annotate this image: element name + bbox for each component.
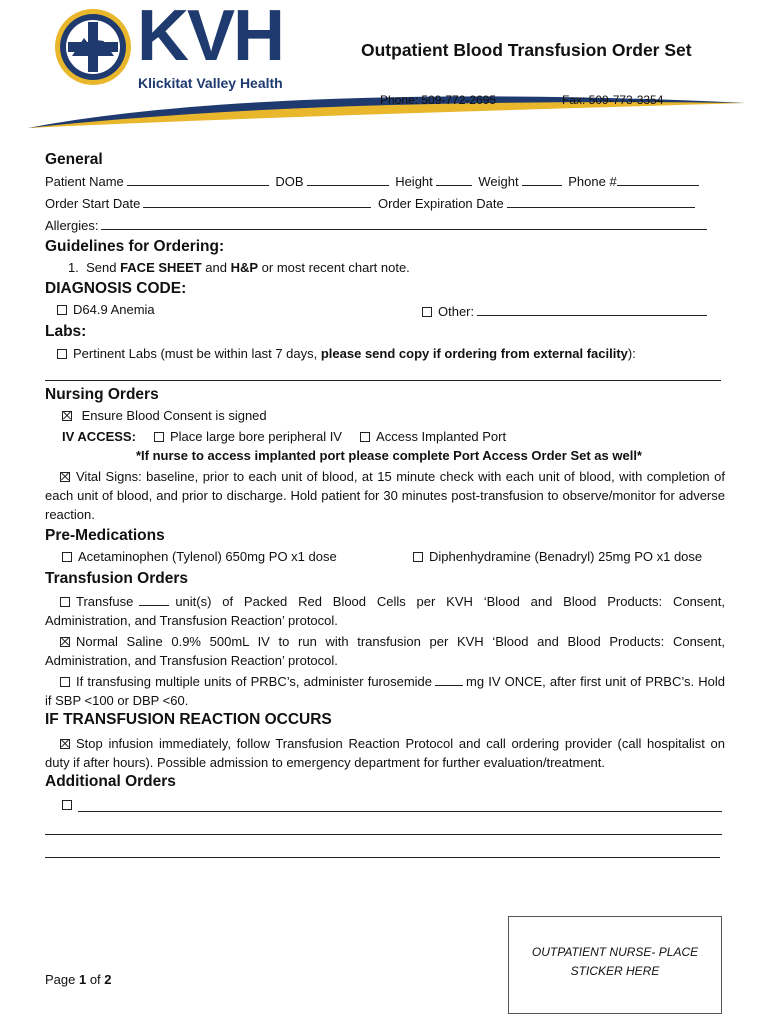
diphenhydramine-checkbox[interactable] <box>413 552 423 562</box>
consent-checkbox[interactable] <box>62 411 72 421</box>
iv-access-row <box>62 429 506 444</box>
additional-line-3[interactable] <box>45 857 720 858</box>
page-total: 2 <box>104 972 112 987</box>
face-sheet-text: FACE SHEET <box>120 260 202 275</box>
prbc-text: unit(s) of Packed Red Blood Cells per KVH ‘Blood and Blood Products: Consent, Administration, and Transfusion Reaction’ protocol. <box>45 594 725 628</box>
labs-heading: Labs: <box>45 323 87 340</box>
dob-field[interactable] <box>307 172 389 186</box>
consent-option[interactable] <box>62 408 267 423</box>
diphenhydramine-label: Diphenhydramine (Benadryl) 25mg PO x1 dose <box>429 549 703 564</box>
logo-name: Klickitat Valley Health <box>138 75 283 91</box>
patient-name-label: Patient Name <box>45 174 124 189</box>
allergies-label: Allergies: <box>45 218 99 233</box>
labs-option[interactable] <box>57 346 636 361</box>
reaction-text: Stop infusion immediately, follow Transfusion Reaction Protocol and call ordering provider (call hospitalist on duty if after hours). Possible admission to emergency department for further evaluation/treatment. <box>45 736 725 770</box>
patient-name-field[interactable] <box>127 172 269 186</box>
phone-label: Phone # <box>568 174 617 189</box>
other-field[interactable] <box>477 302 707 316</box>
additional-option[interactable] <box>62 797 78 812</box>
vitals-option[interactable] <box>45 467 725 524</box>
prbc-checkbox[interactable] <box>60 597 70 607</box>
reaction-option[interactable] <box>45 734 725 772</box>
peripheral-iv-label: Place large bore peripheral IV <box>169 429 342 444</box>
vitals-checkbox[interactable] <box>60 472 70 482</box>
general-row-3 <box>45 216 710 233</box>
anemia-label: D64.9 Anemia <box>73 302 155 317</box>
diagnosis-heading: DIAGNOSIS CODE: <box>45 280 187 297</box>
allergies-field[interactable] <box>101 216 707 230</box>
order-start-field[interactable] <box>143 194 371 208</box>
peripheral-iv-checkbox[interactable] <box>154 432 164 442</box>
diphenhydramine-option[interactable] <box>413 549 702 564</box>
labs-text: Pertinent Labs (must be within last 7 days, <box>73 346 321 361</box>
guideline-text: Send <box>86 260 121 275</box>
sticker-box <box>508 916 722 1014</box>
guideline-text: or most recent chart note. <box>258 260 410 275</box>
labs-entry-line[interactable] <box>45 380 721 381</box>
guideline-item-1 <box>68 260 410 275</box>
additional-line-1[interactable] <box>78 811 722 812</box>
general-heading: General <box>45 151 103 168</box>
additional-line-2[interactable] <box>45 834 722 835</box>
hp-text: H&P <box>230 260 259 275</box>
acetaminophen-label: Acetaminophen (Tylenol) 650mg PO x1 dose <box>78 549 337 564</box>
furosemide-text: mg IV ONCE, after first unit of PRBC’s. Hold if SBP <100 or DBP <60. <box>45 674 725 708</box>
vitals-text: Vital Signs: baseline, prior to each unit of blood, at 15 minute check with each unit of blood, with completion of each unit of blood, and prior to discharge. Hold patient for 30 minutes post-transfusion to observe/monitor for adverse reaction. <box>45 469 725 522</box>
sticker-line-2: STICKER HERE <box>570 964 660 978</box>
header-phone: Phone: 509-772-2695 <box>380 93 497 107</box>
premeds-heading: Pre-Medications <box>45 527 165 544</box>
transfusion-heading: Transfusion Orders <box>45 570 188 587</box>
page-current: 1 <box>78 972 87 987</box>
port-note: *If nurse to access implanted port please complete Port Access Order Set as well* <box>136 448 642 463</box>
prbc-option[interactable] <box>45 592 725 630</box>
prbc-text-start: Transfuse <box>76 594 134 609</box>
additional-heading: Additional Orders <box>45 773 176 790</box>
height-label: Height <box>395 174 433 189</box>
anemia-checkbox[interactable] <box>57 305 67 315</box>
general-row-2 <box>45 194 698 211</box>
reaction-heading: IF TRANSFUSION REACTION OCCURS <box>45 711 332 728</box>
acetaminophen-checkbox[interactable] <box>62 552 72 562</box>
other-checkbox[interactable] <box>422 307 432 317</box>
additional-checkbox[interactable] <box>62 800 72 810</box>
labs-checkbox[interactable] <box>57 349 67 359</box>
acetaminophen-option[interactable] <box>62 549 337 564</box>
anemia-option[interactable] <box>57 302 155 317</box>
other-option[interactable] <box>422 302 710 319</box>
saline-checkbox[interactable] <box>60 637 70 647</box>
guideline-text: and <box>201 260 231 275</box>
furosemide-text-start: If transfusing multiple units of PRBC’s, administer furosemide <box>76 674 433 689</box>
iv-access-label: IV ACCESS: <box>62 429 136 444</box>
page-label: Page <box>45 972 79 987</box>
implanted-port-label: Access Implanted Port <box>376 429 507 444</box>
general-row-1 <box>45 172 702 189</box>
furosemide-checkbox[interactable] <box>60 677 70 687</box>
order-start-label: Order Start Date <box>45 196 141 211</box>
implanted-port-checkbox[interactable] <box>360 432 370 442</box>
labs-text-end: ): <box>627 346 636 361</box>
logo-letters: KVH <box>137 0 284 76</box>
kvh-seal-icon <box>54 8 132 86</box>
weight-field[interactable] <box>522 172 562 186</box>
dob-label: DOB <box>275 174 304 189</box>
consent-label: Ensure Blood Consent is signed <box>81 408 267 423</box>
page-title: Outpatient Blood Transfusion Order Set <box>361 40 692 60</box>
nursing-heading: Nursing Orders <box>45 386 159 403</box>
prbc-units-field[interactable] <box>139 592 169 606</box>
labs-bold-text: please send copy if ordering from external facility <box>320 346 628 361</box>
sticker-line-1: OUTPATIENT NURSE- PLACE <box>531 945 699 959</box>
furosemide-option[interactable] <box>45 672 725 710</box>
order-exp-field[interactable] <box>507 194 695 208</box>
header-fax: Fax: 509-773-3354 <box>562 93 664 107</box>
reaction-checkbox[interactable] <box>60 739 70 749</box>
weight-label: Weight <box>478 174 519 189</box>
furosemide-dose-field[interactable] <box>435 672 463 686</box>
other-label: Other: <box>438 304 475 319</box>
page-of: of <box>86 972 105 987</box>
order-exp-label: Order Expiration Date <box>378 196 504 211</box>
saline-option[interactable] <box>45 632 725 670</box>
height-field[interactable] <box>436 172 472 186</box>
guidelines-heading: Guidelines for Ordering: <box>45 238 225 255</box>
phone-field[interactable] <box>617 172 699 186</box>
guideline-number: 1. <box>68 260 79 275</box>
saline-text: Normal Saline 0.9% 500mL IV to run with transfusion per KVH ‘Blood and Blood Products: Consent, Administration, and Transfusion Reaction’ protocol. <box>45 634 725 668</box>
page-number <box>45 972 112 987</box>
